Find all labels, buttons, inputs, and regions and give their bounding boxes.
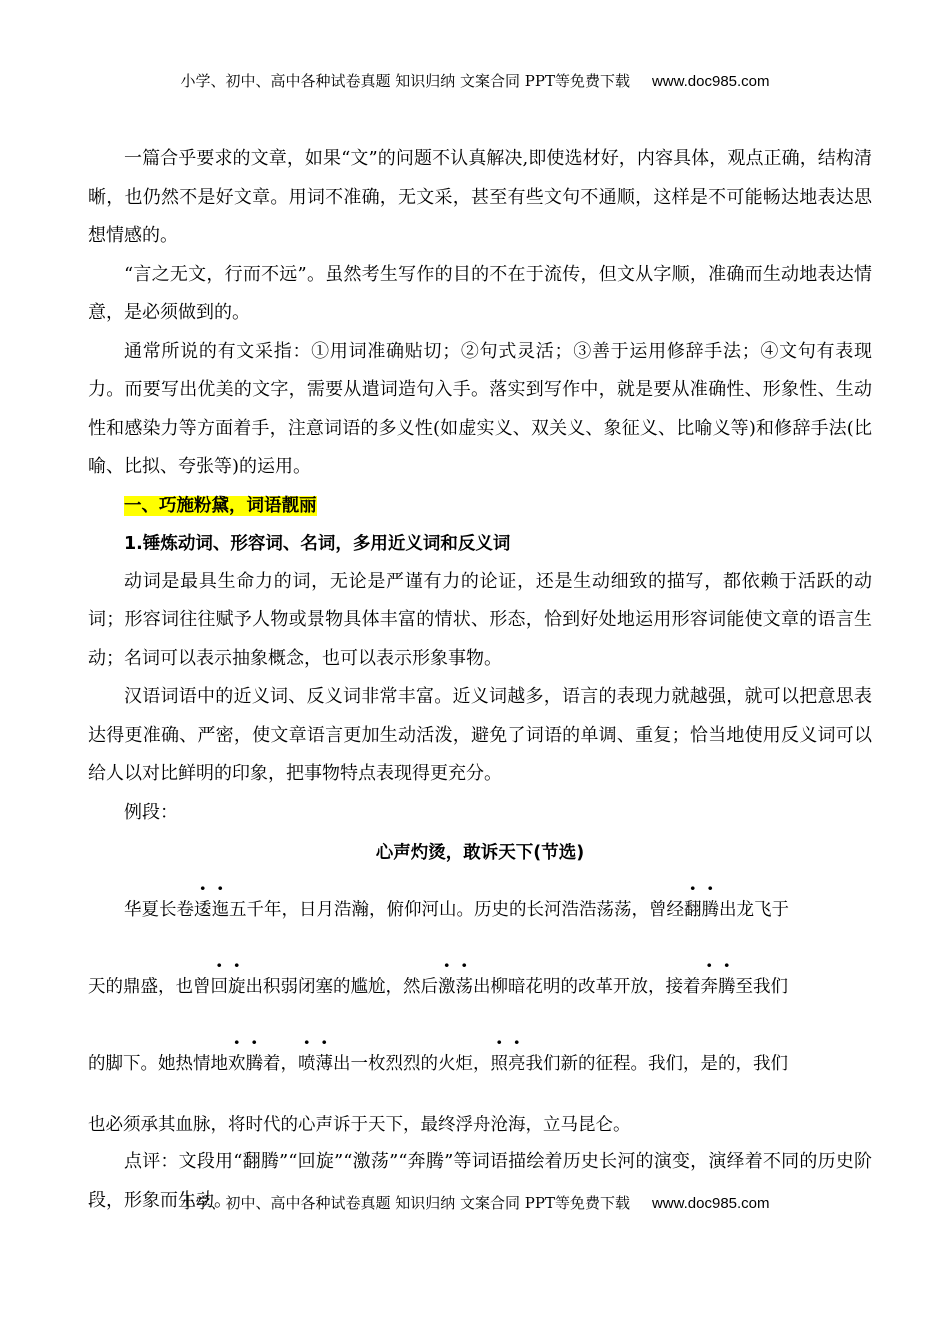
emphasis-char: 腾 — [718, 977, 736, 997]
emphasis-char: 激 — [438, 977, 456, 997]
paragraph-definition: 通常所说的有文采指：①用词准确贴切；②句式灵活；③善于运用修辞手法；④文句有表现力。而要写出优美的文字，需要从遣词造句入手。落实到写作中，就是要从准确性、形象性、生动性和感染力等方面着手，注意词语的多义性(如虚实义、双关义、象征义、比喻义等)和修辞手法(比喻、比拟、夸张等)的运用。 — [88, 340, 872, 477]
emphasis-char: 旋 — [228, 977, 246, 997]
emphasis-char: 腾 — [245, 1054, 263, 1074]
emphasis-char: 薄 — [315, 1054, 333, 1074]
emphasis-char: 照 — [490, 1054, 508, 1074]
subsection-heading: 1.锤炼动词、形容词、名词，多用近义词和反义词 — [124, 533, 511, 554]
page-header — [0, 70, 950, 91]
section-heading — [124, 487, 872, 525]
essay-line-2: 天的鼎盛，也曾回旋出积弱闭塞的尴尬，然后激荡出柳暗花明的改革开放，接着奔腾至我们 — [88, 977, 788, 997]
header-text: 小学、初中、高中各种试卷真题 知识归纳 文案合同 PPT等免费下载 — [180, 72, 630, 90]
paragraph-synonyms: 汉语词语中的近义词、反义词非常丰富。近义词越多，语言的表现力就越强，就可以把意思表达得更准确、严密，使文章语言更加生动活泼，避免了词语的单调、重复；恰当地使用反义词可以给人以对比鲜明的印象，把事物特点表现得更充分。 — [88, 686, 872, 784]
emphasis-char: 腾 — [701, 900, 719, 920]
essay-title: 心声灼烫，敢诉天下(节选) — [375, 843, 585, 863]
header-site-link[interactable]: www.doc985.com — [651, 73, 770, 90]
essay-line-3: 的脚下。她热情地欢腾着，喷薄出一枚烈烈的火炬，照亮我们新的征程。我们，是的，我们 — [88, 1054, 788, 1074]
footer-site-link[interactable]: www.doc985.com — [651, 1195, 770, 1212]
emphasis-char: 回 — [210, 977, 228, 997]
emphasis-char: 亮 — [508, 1054, 526, 1074]
essay-excerpt — [88, 872, 872, 1147]
footer-text: 小学、初中、高中各种试卷真题 知识归纳 文案合同 PPT等免费下载 — [180, 1194, 630, 1212]
emphasis-char: 欢 — [228, 1054, 246, 1074]
emphasis-char: 荡 — [455, 977, 473, 997]
paragraph-commentary: 点评：文段用“翻腾”“回旋”“激荡”“奔腾”等词语描绘着历史长河的演变，演绎着不同的历史阶段，形象而生动。 — [88, 1151, 872, 1211]
emphasis-char: 逶 — [194, 900, 212, 920]
paragraph-example-label: 例段： — [124, 801, 178, 823]
section-heading-highlight: 一、巧施粉黛，词语靓丽 — [124, 495, 317, 516]
paragraph-intro: 一篇合乎要求的文章，如果“文”的问题不认真解决,即使选材好，内容具体，观点正确，结构清晰，也仍然不是好文章。用词不准确，无文采，甚至有些文句不通顺，这样是不可能畅达地表达思想情感的。 — [88, 148, 872, 246]
emphasis-char: 迤 — [211, 900, 229, 920]
paragraph-verbs: 动词是最具生命力的词，无论是严谨有力的论证，还是生动细致的描写，都依赖于活跃的动词；形容词往往赋予人物或景物具体丰富的情状、形态，恰到好处地运用形容词能使文章的语言生动；名词可以表示抽象概念，也可以表示形象事物。 — [88, 570, 872, 669]
essay-line-4: 也必须承其血脉，将时代的心声诉于天下，最终浮舟沧海，立马昆仑。 — [88, 1115, 631, 1135]
emphasis-char: 喷 — [298, 1054, 316, 1074]
essay-line-1: 华夏长卷逶迤五千年，日月浩瀚，俯仰河山。历史的长河浩浩荡荡，曾经翻腾出龙飞于 — [124, 900, 789, 920]
paragraph-quote: “言之无文，行而不远”。虽然考生写作的目的不在于流传，但文从字顺，准确而生动地表达情意，是必须做到的。 — [88, 263, 872, 323]
page-footer — [0, 1192, 950, 1213]
emphasis-char: 翻 — [684, 900, 702, 920]
document-body — [88, 140, 872, 1220]
emphasis-char: 奔 — [700, 977, 718, 997]
